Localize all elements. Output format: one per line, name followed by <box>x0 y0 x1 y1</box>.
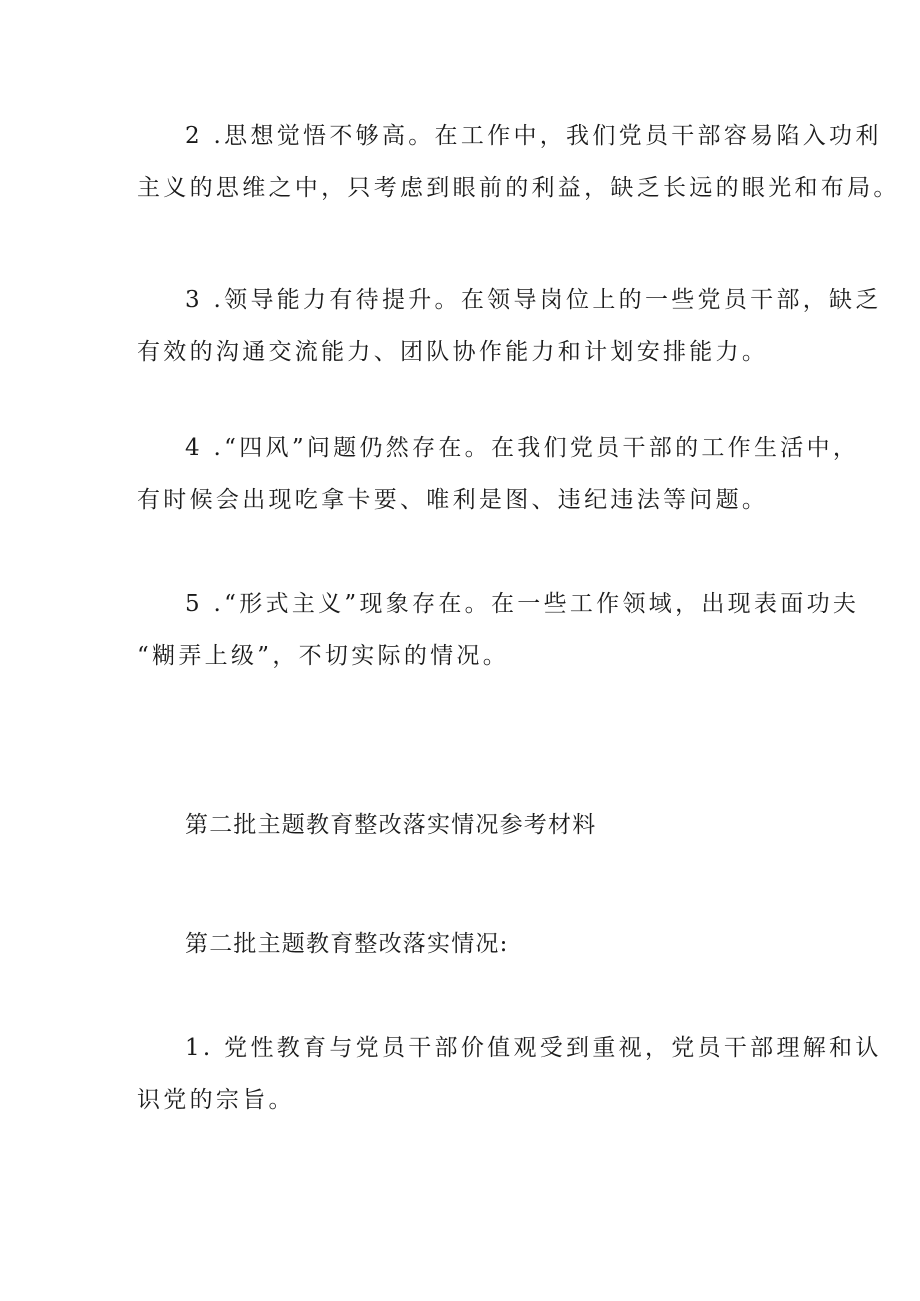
section-title: 第二批主题教育整改落实情况参考材料 <box>185 812 597 838</box>
paragraph-line: 2 .思想觉悟不够高。在工作中，我们党员干部容易陷入功利 <box>185 123 882 149</box>
paragraph-line: “糊弄上级”，不切实际的情况。 <box>137 643 510 669</box>
paragraph-line: 5 .“形式主义”现象存在。在一些工作领域，出现表面功夫 <box>185 591 860 617</box>
paragraph-line: 3 .领导能力有待提升。在领导岗位上的一些党员干部，缺乏 <box>185 287 882 313</box>
paragraph-item-4 <box>137 422 860 526</box>
paragraph-item-2 <box>137 110 900 214</box>
paragraph-item-5 <box>137 578 860 682</box>
paragraph-line: 有效的沟通交流能力、团队协作能力和计划安排能力。 <box>137 339 769 365</box>
paragraph-line: 有时候会出现吃拿卡要、唯利是图、违纪违法等问题。 <box>137 487 769 513</box>
paragraph-line: 主义的思维之中，只考虑到眼前的利益，缺乏长远的眼光和布局。 <box>137 175 900 201</box>
section-subtitle: 第二批主题教育整改落实情况: <box>185 931 509 957</box>
paragraph-line: 识党的宗旨。 <box>137 1087 295 1113</box>
paragraph-finding-1 <box>137 1022 882 1126</box>
paragraph-line: 4 .“四风”问题仍然存在。在我们党员干部的工作生活中， <box>185 435 860 461</box>
paragraph-item-3 <box>137 274 882 378</box>
paragraph-line: 1. 党性教育与党员干部价值观受到重视，党员干部理解和认 <box>185 1035 882 1061</box>
